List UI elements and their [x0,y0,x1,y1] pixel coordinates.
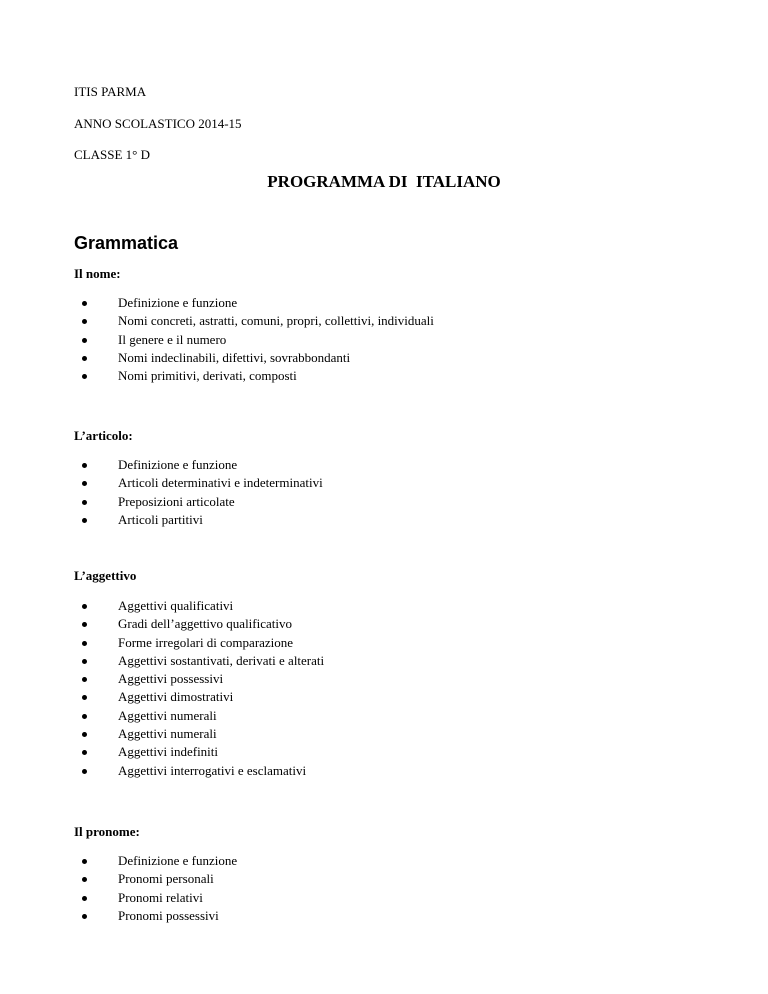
list-item [74,707,324,725]
school-name: ITIS PARMA [74,84,147,99]
bullet-icon [82,732,87,737]
bullet-icon [82,338,87,343]
bullet-icon [82,500,87,505]
list-item-label: Aggettivi interrogativi e esclamativi [118,762,307,778]
list-item-label: Preposizioni articolate [118,493,235,509]
list-item-label: Nomi primitivi, derivati, composti [118,368,297,384]
list-item-label: Aggettivi numerali [118,726,217,742]
section-heading: Grammatica [74,233,179,253]
list-item [74,907,237,925]
bullet-icon [82,659,87,664]
bullet-icon [82,914,87,919]
list-item-label: Definizione e funzione [118,853,238,868]
bullet-icon [82,622,87,627]
topic-title: Il pronome: [74,824,140,839]
list-item [74,852,237,870]
bullet-icon [82,319,87,324]
topic-block [74,428,323,529]
topic-block [74,568,324,780]
class-label: CLASSE 1° D [74,147,150,162]
topic-block [74,266,434,385]
list-item-label: Il genere e il numero [118,331,227,347]
list-item-label: Aggettivi indefiniti [118,744,219,760]
list-item [74,474,323,492]
list-item [74,688,324,706]
bullet-list [74,597,324,780]
list-item-label: Nomi concreti, astratti, comuni, propri, collettivi, individuali [118,313,434,329]
bullet-icon [82,714,87,719]
bullet-icon [82,641,87,646]
bullet-icon [82,604,87,609]
list-item [74,294,434,312]
bullet-icon [82,695,87,700]
list-item [74,349,434,367]
list-item-label: Gradi dell’aggettivo qualificativo [118,616,292,632]
list-item-label: Aggettivi possessivi [118,671,224,687]
list-item [74,367,434,385]
bullet-icon [82,859,87,864]
list-item-label: Definizione e funzione [118,295,238,310]
list-item-label: Definizione e funzione [118,457,238,472]
bullet-list [74,852,237,925]
list-item-label: Articoli partitivi [118,511,203,527]
list-item-label: Aggettivi numerali [118,707,217,723]
list-item [74,615,324,633]
list-item [74,762,324,780]
bullet-icon [82,877,87,882]
list-item-label: Forme irregolari di comparazione [118,634,294,650]
bullet-list [74,294,434,385]
bullet-list [74,456,323,529]
bullet-icon [82,356,87,361]
bullet-icon [82,374,87,379]
school-year: ANNO SCOLASTICO 2014-15 [74,116,242,131]
topic-title: Il nome: [74,266,121,281]
list-item-label: Pronomi personali [118,871,214,887]
list-item-label: Nomi indeclinabili, difettivi, sovrabbondanti [118,349,351,365]
list-item-label: Aggettivi qualificativi [118,598,234,613]
list-item [74,331,434,349]
list-item [74,511,323,529]
list-item-label: Pronomi relativi [118,889,203,905]
list-item [74,652,324,670]
bullet-icon [82,518,87,523]
topic-title: L’articolo: [74,428,133,443]
list-item [74,312,434,330]
list-item [74,597,324,615]
list-item [74,670,324,688]
topic-title: L’aggettivo [74,568,137,583]
bullet-icon [82,463,87,468]
bullet-icon [82,481,87,486]
list-item [74,456,323,474]
list-item-label: Articoli determinativi e indeterminativi [118,475,323,491]
topic-block [74,824,237,925]
bullet-icon [82,769,87,774]
list-item [74,725,324,743]
list-item [74,743,324,761]
bullet-icon [82,301,87,306]
list-item-label: Aggettivi dimostrativi [118,689,234,705]
list-item-label: Aggettivi sostantivati, derivati e alterati [118,652,325,668]
bullet-icon [82,896,87,901]
list-item-label: Pronomi possessivi [118,907,219,923]
bullet-icon [82,750,87,755]
list-item [74,889,237,907]
list-item [74,870,237,888]
list-item [74,493,323,511]
list-item [74,634,324,652]
bullet-icon [82,677,87,682]
page-title: PROGRAMMA DI ITALIANO [267,172,501,191]
